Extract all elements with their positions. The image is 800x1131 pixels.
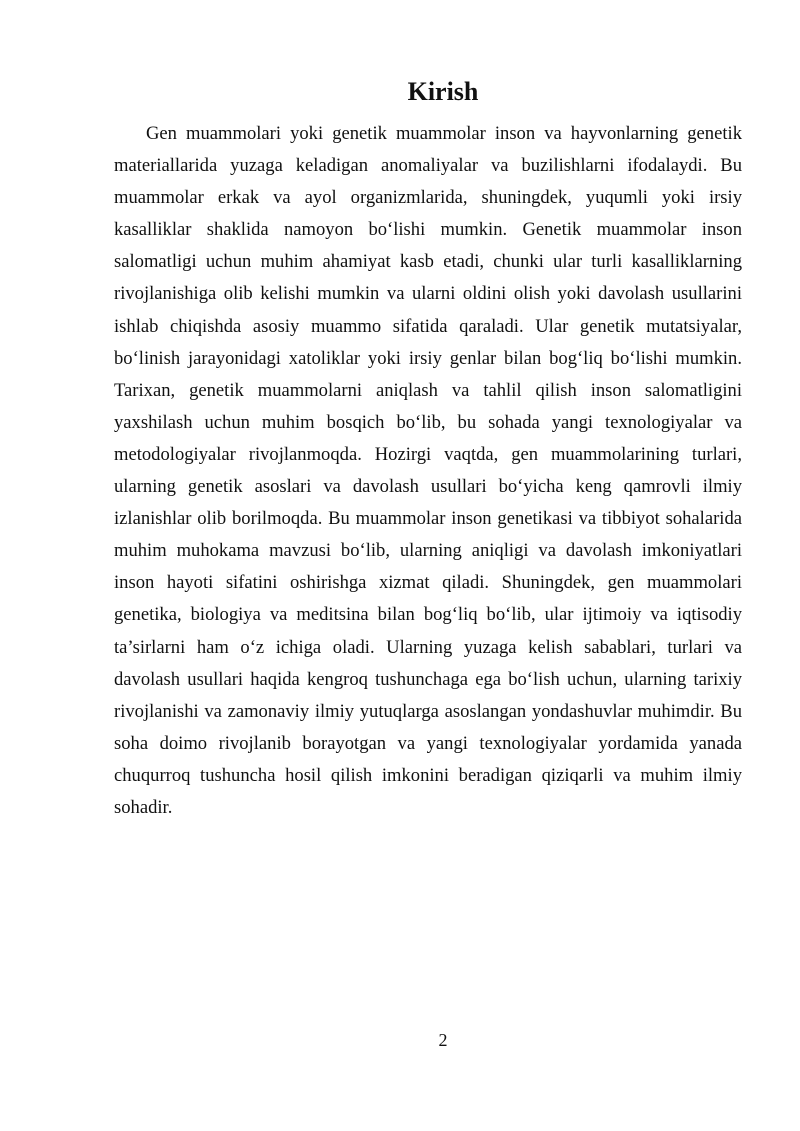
page-number: 2 [438, 1030, 448, 1050]
body-paragraph: Gen muammolari yoki genetik muammolar inson va hayvonlarning genetik materiallarida yuzaga keladigan anomaliyalar va buzilishlarni ifodalaydi. Bu muammolar erkak va ayol organizmlarida, shuningdek, yuqumli yoki irsiy kasalliklar shaklida namoyon bo‘lishi mumkin. Genetik muammolar inson salomatligi uchun muhim ahamiyat kasb etadi, chunki ular turli kasalliklarning rivojlanishiga olib kelishi mumkin va ularni oldini olish yoki davolash usullarini ishlab chiqishda asosiy muammo sifatida qaraladi. Ular genetik mutatsiyalar, bo‘linish jarayonidagi xatoliklar yoki irsiy genlar bilan bog‘liq bo‘lishi mumkin. Tarixan, genetik muammolarni aniqlash va tahlil qilish inson salomatligini yaxshilash uchun muhim bosqich bo‘lib, bu sohada yangi texnologiyalar va metodologiyalar rivojlanmoqda. Hozirgi vaqtda, gen muammolarining turlari, ularning genetik asoslari va davolash usullari bo‘yicha keng qamrovli ilmiy izlanishlar olib borilmoqda. Bu muammolar inson genetikasi va tibbiyot sohalarida muhim muhokama mavzusi bo‘lib, ularning aniqligi va davolash imkoniyatlari inson hayoti sifatini oshirishga xizmat qiladi. Shuningdek, gen muammolari genetika, biologiya va meditsina bilan bog‘liq bo‘lib, ular ijtimoiy va iqtisodiy ta’sirlarni ham o‘z ichiga oladi. Ularning yuzaga kelish sabablari, turlari va davolash usullari haqida kengroq tushunchaga ega bo‘lish uchun, ularning tarixiy rivojlanishi va zamonaviy ilmiy yutuqlarga asoslangan yondashuvlar muhimdir. Bu soha doimo rivojlanib borayotgan va yangi texnologiyalar yordamida yanada chuqurroq tushuncha hosil qilish imkonini beradigan qiziqarli va muhim ilmiy sohadir. [114, 123, 742, 818]
page-title: Kirish [407, 77, 479, 106]
